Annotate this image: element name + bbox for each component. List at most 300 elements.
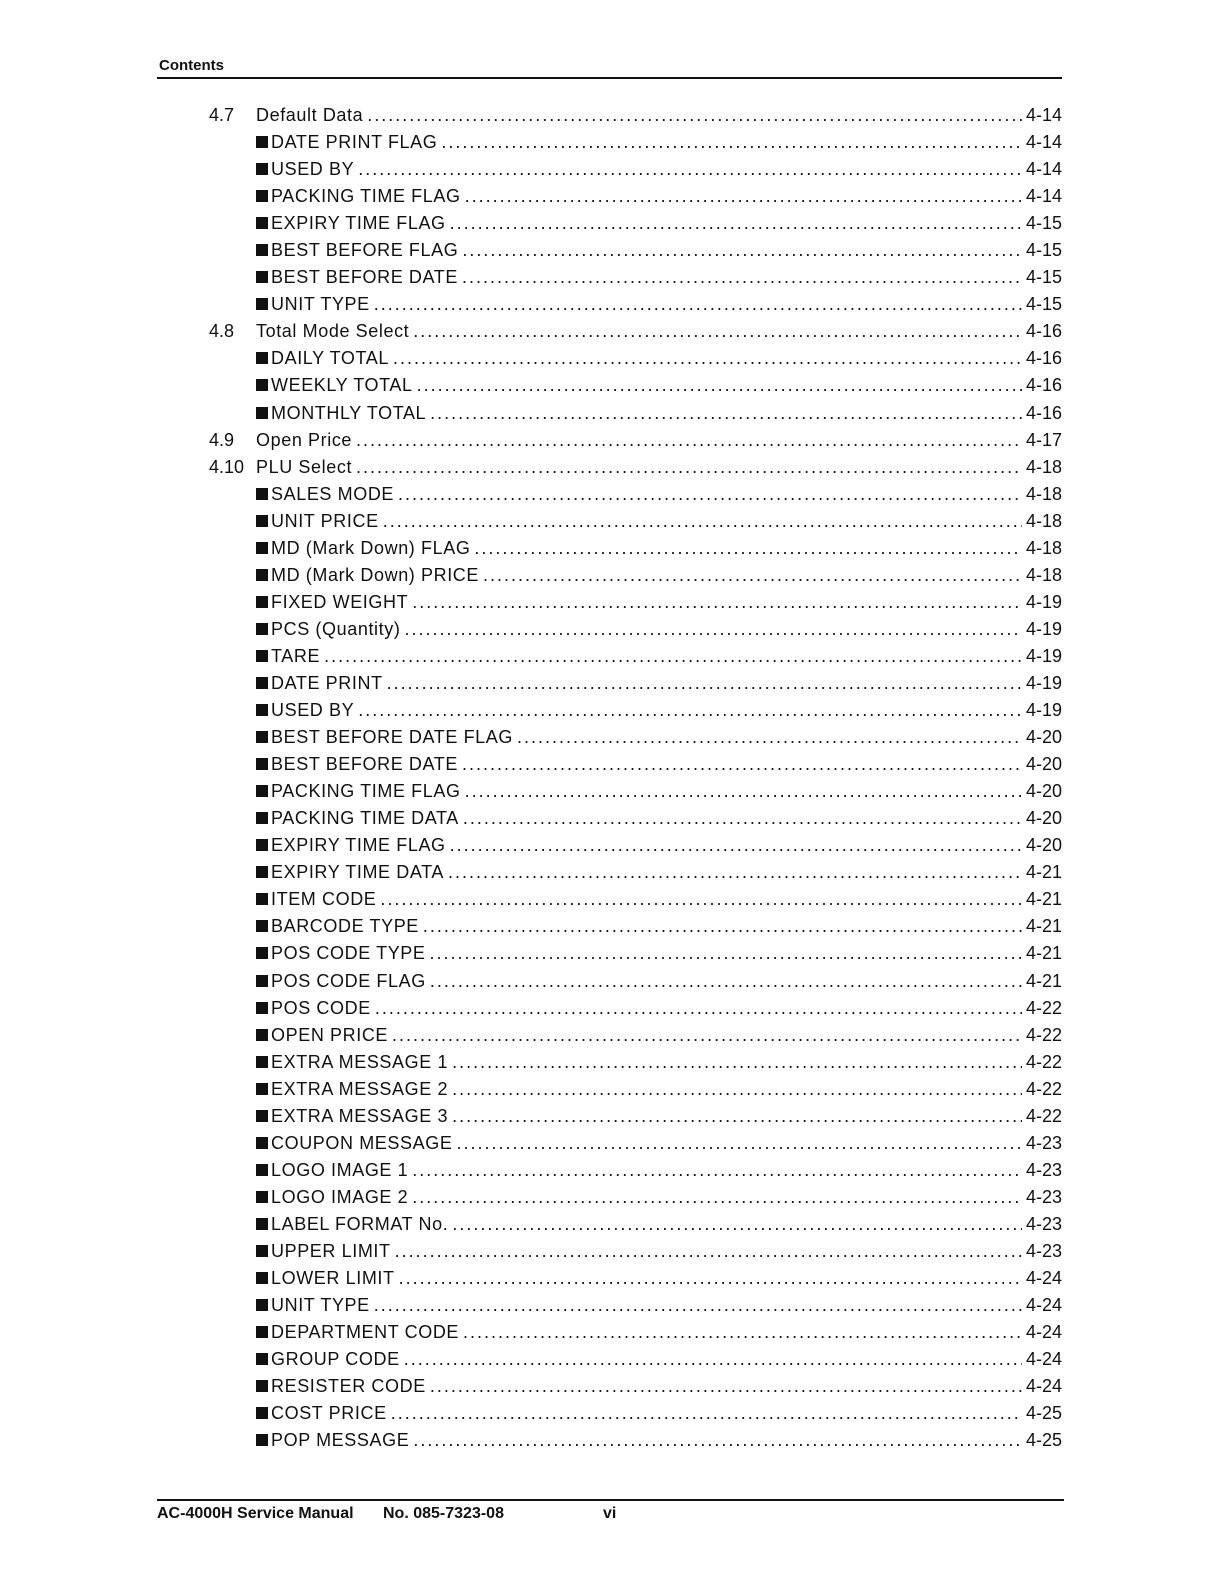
- toc-subentry: [0, 780, 1220, 807]
- square-bullet-icon: [256, 650, 268, 662]
- toc-page-number: 4-25: [1025, 1403, 1062, 1424]
- toc-entry: [256, 1429, 1062, 1451]
- toc-page-number: 4-23: [1025, 1213, 1062, 1234]
- toc-page-number: 4-15: [1025, 294, 1062, 315]
- toc-entry: [256, 1078, 1062, 1100]
- square-bullet-icon: [256, 812, 268, 824]
- toc-entry-label: FIXED WEIGHT: [271, 591, 409, 612]
- toc-entry: [256, 320, 1062, 342]
- toc-entry-label: USED BY: [271, 700, 355, 721]
- dot-leader: [383, 510, 1022, 532]
- toc-entry-label: EXTRA MESSAGE 2: [271, 1078, 449, 1099]
- toc-page-number: 4-24: [1025, 1322, 1062, 1343]
- toc-entry-label: LABEL FORMAT No.: [271, 1213, 449, 1234]
- toc-entry-label: UNIT TYPE: [271, 294, 370, 315]
- dot-leader: [423, 915, 1022, 937]
- toc-page-number: 4-21: [1025, 889, 1062, 910]
- square-bullet-icon: [256, 569, 268, 581]
- toc-page-number: 4-20: [1025, 808, 1062, 829]
- toc-page-number: 4-18: [1025, 483, 1062, 504]
- toc-entry: [256, 1105, 1062, 1127]
- square-bullet-icon: [256, 677, 268, 689]
- dot-leader: [452, 1078, 1022, 1100]
- toc-subentry: [0, 834, 1220, 861]
- footer-manual-title: AC-4000H Service Manual: [157, 1505, 354, 1522]
- toc-subentry: [0, 997, 1220, 1024]
- toc-entry: [256, 780, 1062, 802]
- toc-subentry: [0, 970, 1220, 997]
- toc-entry-label: DATE PRINT FLAG: [271, 132, 438, 153]
- square-bullet-icon: [256, 785, 268, 797]
- toc-subentry: [0, 1429, 1220, 1456]
- toc-entry-label: MD (Mark Down) PRICE: [271, 564, 480, 585]
- square-bullet-icon: [256, 1326, 268, 1338]
- toc-entry-label: EXTRA MESSAGE 1: [271, 1051, 449, 1072]
- toc-entry: [256, 1159, 1062, 1181]
- toc-entry: [256, 888, 1062, 910]
- toc-page-number: 4-14: [1025, 132, 1062, 153]
- toc-entry: [256, 753, 1062, 775]
- toc-page-number: 4-18: [1025, 564, 1062, 585]
- square-bullet-icon: [256, 1353, 268, 1365]
- dot-leader: [367, 104, 1022, 126]
- toc-entry-label: COST PRICE: [271, 1403, 387, 1424]
- toc-entry-label: GROUP CODE: [271, 1349, 400, 1370]
- dot-leader: [356, 429, 1022, 451]
- toc-subentry: [0, 374, 1220, 401]
- toc-page-number: 4-16: [1025, 402, 1062, 423]
- toc-entry-label: BEST BEFORE DATE: [271, 754, 458, 775]
- toc-entry-label: POS CODE: [271, 997, 371, 1018]
- toc-page-number: 4-19: [1025, 645, 1062, 666]
- toc-subentry: [0, 239, 1220, 266]
- toc-entry: [256, 1348, 1062, 1370]
- toc-entry: [256, 672, 1062, 694]
- toc-subentry: [0, 1105, 1220, 1132]
- toc-entry: [256, 726, 1062, 748]
- toc-subentry: [0, 1294, 1220, 1321]
- dot-leader: [398, 483, 1022, 505]
- square-bullet-icon: [256, 488, 268, 500]
- toc-subentry: [0, 1240, 1220, 1267]
- toc-page-number: 4-14: [1025, 105, 1062, 125]
- toc-entry: [256, 483, 1062, 505]
- square-bullet-icon: [256, 1083, 268, 1095]
- square-bullet-icon: [256, 271, 268, 283]
- square-bullet-icon: [256, 1110, 268, 1122]
- square-bullet-icon: [256, 1002, 268, 1014]
- toc-entry-label: DATE PRINT: [271, 672, 383, 693]
- toc-entry-label: BARCODE TYPE: [271, 916, 419, 937]
- dot-leader: [412, 1159, 1022, 1181]
- toc-subentry: [0, 618, 1220, 645]
- dot-leader: [380, 888, 1022, 910]
- dot-leader: [391, 1402, 1022, 1424]
- toc-entry-label: POS CODE FLAG: [271, 970, 426, 991]
- toc-entry-label: EXPIRY TIME DATA: [271, 862, 444, 883]
- toc-page-number: 4-21: [1025, 916, 1062, 937]
- dot-leader: [358, 699, 1022, 721]
- square-bullet-icon: [256, 379, 268, 391]
- toc-entry-label: UNIT TYPE: [271, 1295, 370, 1316]
- header-rule: [157, 77, 1062, 79]
- dot-leader: [399, 1267, 1022, 1289]
- toc-entry: [256, 1267, 1062, 1289]
- toc-entry-label: LOGO IMAGE 2: [271, 1186, 409, 1207]
- toc-entry: [256, 1213, 1062, 1235]
- square-bullet-icon: [256, 893, 268, 905]
- toc-entry: [256, 212, 1062, 234]
- dot-leader: [387, 672, 1022, 694]
- footer-page-number: vi: [603, 1505, 617, 1522]
- square-bullet-icon: [256, 866, 268, 878]
- toc-entry: [256, 347, 1062, 369]
- square-bullet-icon: [256, 1272, 268, 1284]
- toc-subentry: [0, 564, 1220, 591]
- toc-entry: [256, 645, 1062, 667]
- toc-entry: [256, 131, 1062, 153]
- toc-entry: [256, 456, 1062, 478]
- dot-leader: [430, 1375, 1022, 1397]
- toc-subentry: [0, 158, 1220, 185]
- toc-subentry: [0, 1078, 1220, 1105]
- toc-entry: [256, 374, 1062, 396]
- dot-leader: [450, 212, 1022, 234]
- dot-leader: [483, 564, 1022, 586]
- toc-page-number: 4-19: [1025, 672, 1062, 693]
- dot-leader: [395, 1240, 1022, 1262]
- toc-subentry: [0, 888, 1220, 915]
- toc-entry-label: EXPIRY TIME FLAG: [271, 213, 446, 234]
- dot-leader: [517, 726, 1022, 748]
- dot-leader: [462, 239, 1022, 261]
- toc-page-number: 4-19: [1025, 618, 1062, 639]
- square-bullet-icon: [256, 136, 268, 148]
- toc-subentry: [0, 185, 1220, 212]
- dot-leader: [474, 537, 1022, 559]
- toc-page-number: 4-20: [1025, 835, 1062, 856]
- toc-page-number: 4-23: [1025, 1159, 1062, 1180]
- toc-page-number: 4-14: [1025, 159, 1062, 180]
- toc-entry-label: PLU Select: [256, 456, 353, 477]
- square-bullet-icon: [256, 975, 268, 987]
- square-bullet-icon: [256, 1137, 268, 1149]
- toc-section: [0, 104, 1220, 131]
- footer-rule: [157, 1499, 1064, 1501]
- toc-entry: [256, 537, 1062, 559]
- dot-leader: [452, 1051, 1022, 1073]
- toc-subentry: [0, 942, 1220, 969]
- toc-subentry: [0, 483, 1220, 510]
- toc-entry-label: LOGO IMAGE 1: [271, 1159, 409, 1180]
- toc-subentry: [0, 726, 1220, 753]
- square-bullet-icon: [256, 623, 268, 635]
- dot-leader: [324, 645, 1022, 667]
- square-bullet-icon: [256, 839, 268, 851]
- toc-page-number: 4-22: [1025, 1078, 1062, 1099]
- toc-page-number: 4-18: [1025, 537, 1062, 558]
- toc-page-number: 4-15: [1025, 267, 1062, 288]
- toc-page-number: 4-20: [1025, 727, 1062, 748]
- toc-entry: [256, 1186, 1062, 1208]
- square-bullet-icon: [256, 352, 268, 364]
- toc-entry: [256, 915, 1062, 937]
- toc-entry: [256, 1402, 1062, 1424]
- toc-subentry: [0, 1186, 1220, 1213]
- toc-page-number: 4-23: [1025, 1240, 1062, 1261]
- dot-leader: [430, 970, 1022, 992]
- toc-page-number: 4-19: [1025, 700, 1062, 721]
- toc-page-number: 4-21: [1025, 970, 1062, 991]
- toc-entry: [256, 429, 1062, 451]
- dot-leader: [356, 456, 1022, 478]
- toc-page-number: 4-16: [1025, 375, 1062, 396]
- toc-page-number: 4-22: [1025, 997, 1062, 1018]
- toc-entry-label: BEST BEFORE DATE FLAG: [271, 727, 513, 748]
- toc-page-number: 4-20: [1025, 754, 1062, 775]
- square-bullet-icon: [256, 190, 268, 202]
- toc-page-number: 4-24: [1025, 1376, 1062, 1397]
- dot-leader: [465, 780, 1022, 802]
- toc-entry-label: PACKING TIME DATA: [271, 808, 459, 829]
- toc-subentry: [0, 1321, 1220, 1348]
- toc-entry-label: PACKING TIME FLAG: [271, 186, 461, 207]
- toc-entry-label: BEST BEFORE DATE: [271, 267, 458, 288]
- dot-leader: [463, 807, 1022, 829]
- toc-subentry: [0, 915, 1220, 942]
- square-bullet-icon: [256, 1245, 268, 1257]
- toc-entry-label: MD (Mark Down) FLAG: [271, 537, 471, 558]
- dot-leader: [374, 1294, 1022, 1316]
- square-bullet-icon: [256, 920, 268, 932]
- toc-entry: [256, 942, 1062, 964]
- toc-subentry: [0, 699, 1220, 726]
- square-bullet-icon: [256, 1029, 268, 1041]
- toc-entry: [256, 618, 1062, 640]
- toc-entry-label: USED BY: [271, 159, 355, 180]
- toc-entry-label: UNIT PRICE: [271, 510, 379, 531]
- toc-entry-label: MONTHLY TOTAL: [271, 402, 427, 423]
- toc-entry-label: RESISTER CODE: [271, 1376, 426, 1397]
- dot-leader: [430, 942, 1022, 964]
- toc-section: [0, 429, 1220, 456]
- square-bullet-icon: [256, 1380, 268, 1392]
- dot-leader: [452, 1213, 1022, 1235]
- toc-section-number: 4.9: [209, 429, 235, 450]
- toc-page-number: 4-24: [1025, 1349, 1062, 1370]
- toc-section-number: 4.8: [209, 321, 235, 342]
- square-bullet-icon: [256, 244, 268, 256]
- toc-page-number: 4-23: [1025, 1132, 1062, 1153]
- toc-entry: [256, 564, 1062, 586]
- toc-entry: [256, 293, 1062, 315]
- square-bullet-icon: [256, 1434, 268, 1446]
- toc-entry: [256, 104, 1062, 126]
- toc-entry-label: Default Data: [256, 105, 364, 125]
- square-bullet-icon: [256, 758, 268, 770]
- toc-entry: [256, 239, 1062, 261]
- toc-entry-label: PACKING TIME FLAG: [271, 781, 461, 802]
- toc-entry-label: DAILY TOTAL: [271, 348, 389, 369]
- square-bullet-icon: [256, 947, 268, 959]
- dot-leader: [463, 1321, 1022, 1343]
- toc-subentry: [0, 212, 1220, 239]
- dot-leader: [450, 834, 1022, 856]
- toc-subentry: [0, 807, 1220, 834]
- toc-subentry: [0, 1159, 1220, 1186]
- toc-page-number: 4-25: [1025, 1430, 1062, 1451]
- square-bullet-icon: [256, 704, 268, 716]
- toc-subentry: [0, 1402, 1220, 1429]
- running-header: Contents: [159, 57, 224, 74]
- toc-page-number: 4-24: [1025, 1268, 1062, 1289]
- square-bullet-icon: [256, 1407, 268, 1419]
- toc-entry: [256, 185, 1062, 207]
- toc-entry-label: EXPIRY TIME FLAG: [271, 835, 446, 856]
- toc-subentry: [0, 1348, 1220, 1375]
- square-bullet-icon: [256, 1299, 268, 1311]
- toc-entry: [256, 158, 1062, 180]
- toc-page-number: 4-18: [1025, 510, 1062, 531]
- dot-leader: [374, 293, 1022, 315]
- dot-leader: [413, 1429, 1022, 1451]
- toc-section-number: 4.10: [209, 456, 245, 477]
- toc-page-number: 4-14: [1025, 186, 1062, 207]
- toc-entry-label: POP MESSAGE: [271, 1430, 410, 1451]
- toc-entry-label: Total Mode Select: [256, 321, 410, 342]
- square-bullet-icon: [256, 515, 268, 527]
- toc-subentry: [0, 861, 1220, 888]
- toc-subentry: [0, 266, 1220, 293]
- toc-entry: [256, 997, 1062, 1019]
- square-bullet-icon: [256, 731, 268, 743]
- toc-entry-label: LOWER LIMIT: [271, 1268, 395, 1289]
- toc-subentry: [0, 1267, 1220, 1294]
- toc-entry-label: WEEKLY TOTAL: [271, 375, 413, 396]
- toc-section-number: 4.7: [209, 105, 235, 125]
- toc-entry: [256, 834, 1062, 856]
- toc-subentry: [0, 1132, 1220, 1159]
- toc-subentry: [0, 591, 1220, 618]
- toc-entry-label: BEST BEFORE FLAG: [271, 240, 459, 261]
- toc-page-number: 4-21: [1025, 862, 1062, 883]
- dot-leader: [441, 131, 1022, 153]
- square-bullet-icon: [256, 596, 268, 608]
- toc-entry: [256, 510, 1062, 532]
- toc-section: [0, 456, 1220, 483]
- footer-doc-number: No. 085-7323-08: [383, 1505, 504, 1522]
- dot-leader: [413, 320, 1022, 342]
- square-bullet-icon: [256, 542, 268, 554]
- dot-leader: [358, 158, 1022, 180]
- toc-entry: [256, 1321, 1062, 1343]
- toc-entry: [256, 1294, 1062, 1316]
- toc-entry-label: EXTRA MESSAGE 3: [271, 1105, 449, 1126]
- toc-page-number: 4-15: [1025, 240, 1062, 261]
- toc-subentry: [0, 645, 1220, 672]
- square-bullet-icon: [256, 1164, 268, 1176]
- table-of-contents: [0, 104, 1220, 1456]
- toc-page-number: 4-22: [1025, 1105, 1062, 1126]
- toc-page-number: 4-17: [1025, 429, 1062, 450]
- toc-subentry: [0, 510, 1220, 537]
- toc-entry: [256, 1051, 1062, 1073]
- toc-subentry: [0, 753, 1220, 780]
- toc-page-number: 4-16: [1025, 348, 1062, 369]
- toc-entry-label: ITEM CODE: [271, 889, 377, 910]
- toc-entry: [256, 807, 1062, 829]
- toc-page-number: 4-19: [1025, 591, 1062, 612]
- toc-page-number: 4-23: [1025, 1186, 1062, 1207]
- toc-entry: [256, 1240, 1062, 1262]
- toc-entry: [256, 699, 1062, 721]
- dot-leader: [404, 618, 1022, 640]
- toc-subentry: [0, 1024, 1220, 1051]
- toc-section: [0, 320, 1220, 347]
- toc-entry: [256, 266, 1062, 288]
- dot-leader: [393, 347, 1022, 369]
- toc-page-number: 4-22: [1025, 1051, 1062, 1072]
- dot-leader: [462, 753, 1022, 775]
- toc-subentry: [0, 347, 1220, 374]
- toc-subentry: [0, 1213, 1220, 1240]
- dot-leader: [412, 591, 1022, 613]
- toc-entry-label: OPEN PRICE: [271, 1024, 389, 1045]
- toc-entry: [256, 591, 1062, 613]
- square-bullet-icon: [256, 1218, 268, 1230]
- toc-page-number: 4-16: [1025, 321, 1062, 342]
- square-bullet-icon: [256, 1191, 268, 1203]
- toc-subentry: [0, 1375, 1220, 1402]
- dot-leader: [465, 185, 1022, 207]
- toc-subentry: [0, 672, 1220, 699]
- dot-leader: [448, 861, 1022, 883]
- toc-entry: [256, 1132, 1062, 1154]
- toc-entry-label: DEPARTMENT CODE: [271, 1322, 460, 1343]
- dot-leader: [430, 402, 1022, 424]
- toc-page-number: 4-24: [1025, 1295, 1062, 1316]
- square-bullet-icon: [256, 163, 268, 175]
- toc-entry-label: Open Price: [256, 429, 353, 450]
- toc-entry-label: POS CODE TYPE: [271, 943, 426, 964]
- dot-leader: [404, 1348, 1022, 1370]
- toc-subentry: [0, 537, 1220, 564]
- toc-entry-label: TARE: [271, 645, 321, 666]
- toc-subentry: [0, 402, 1220, 429]
- square-bullet-icon: [256, 298, 268, 310]
- toc-entry: [256, 1375, 1062, 1397]
- toc-subentry: [0, 131, 1220, 158]
- toc-entry-label: UPPER LIMIT: [271, 1240, 391, 1261]
- toc-entry-label: SALES MODE: [271, 483, 395, 504]
- dot-leader: [412, 1186, 1022, 1208]
- toc-page-number: 4-18: [1025, 456, 1062, 477]
- toc-subentry: [0, 1051, 1220, 1078]
- dot-leader: [417, 374, 1022, 396]
- dot-leader: [462, 266, 1022, 288]
- toc-entry: [256, 1024, 1062, 1046]
- dot-leader: [452, 1105, 1022, 1127]
- dot-leader: [392, 1024, 1022, 1046]
- toc-entry: [256, 861, 1062, 883]
- toc-entry: [256, 402, 1062, 424]
- square-bullet-icon: [256, 217, 268, 229]
- toc-entry-label: COUPON MESSAGE: [271, 1132, 453, 1153]
- dot-leader: [456, 1132, 1022, 1154]
- toc-page-number: 4-22: [1025, 1024, 1062, 1045]
- toc-entry-label: PCS (Quantity): [271, 618, 401, 639]
- square-bullet-icon: [256, 1056, 268, 1068]
